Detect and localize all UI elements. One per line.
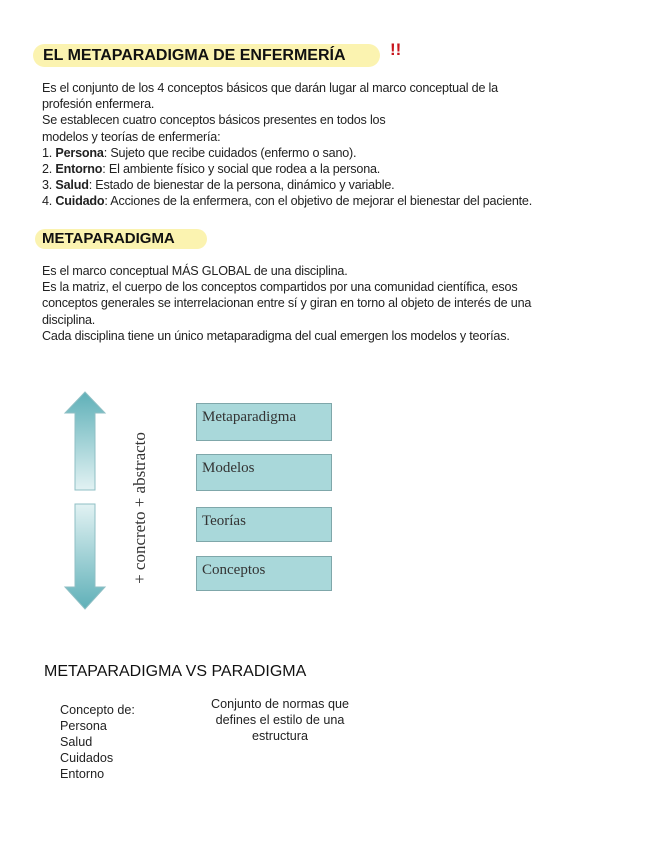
list-item: Entorno [60, 767, 105, 781]
arrows-diagram [60, 388, 112, 614]
concept-item: 2. Entorno: El ambiente físico y social que rodea a la persona. [42, 162, 381, 177]
up-arrow-icon [65, 392, 105, 490]
section-title-metaparadigma: METAPARADIGMA [35, 229, 207, 249]
intro-line: modelos y teorías de enfermería: [42, 129, 221, 144]
section-title-main: EL METAPARADIGMA DE ENFERMERÍA [33, 44, 380, 67]
metaparadigma-text [42, 263, 531, 344]
text-line: conceptos generales se interrelacionan entre sí y giran en torno al objeto de interés de una [42, 296, 532, 311]
list-item: Cuidados [60, 751, 114, 765]
concept-item: 3. Salud: Estado de bienestar de la persona, dinámico y variable. [42, 178, 395, 193]
box-teorias: Teorías [196, 507, 332, 542]
exclamation-icon: !! [390, 40, 402, 59]
text-line: estructura [252, 729, 308, 743]
box-conceptos: Conceptos [196, 556, 332, 591]
text-line: defines el estilo de una [215, 713, 345, 727]
section-title-vs: METAPARADIGMA VS PARADIGMA [44, 663, 307, 680]
box-modelos: Modelos [196, 454, 332, 491]
list-item: Concepto de: [60, 703, 135, 717]
intro-line: Se establecen cuatro conceptos básicos presentes en todos los [42, 113, 386, 128]
text-line: Cada disciplina tiene un único metaparadigma del cual emergen los modelos y teorías. [42, 328, 510, 343]
concept-item: 1. Persona: Sujeto que recibe cuidados (enfermo o sano). [42, 145, 357, 160]
intro-line: Es el conjunto de los 4 conceptos básicos que darán lugar al marco conceptual de la [42, 81, 498, 95]
text-line: disciplina. [42, 312, 96, 327]
down-arrow-icon [65, 504, 105, 609]
intro-text [42, 80, 532, 210]
paradigma-definition [180, 696, 380, 744]
intro-line: profesión enfermera. [42, 97, 155, 112]
list-item: Persona [60, 719, 107, 733]
text-line: Es la matriz, el cuerpo de los conceptos compartidos por una comunidad científica, esos [42, 280, 518, 295]
axis-label: + concreto + abstracto [130, 432, 149, 584]
list-item: Salud [60, 735, 93, 749]
text-line: Es el marco conceptual MÁS GLOBAL de una disciplina. [42, 264, 348, 278]
box-metaparadigma: Metaparadigma [196, 403, 332, 441]
concept-item: 4. Cuidado: Acciones de la enfermera, con el objetivo de mejorar el bienestar del paciente. [42, 194, 533, 209]
left-list [60, 702, 135, 782]
text-line: Conjunto de normas que [211, 697, 349, 711]
